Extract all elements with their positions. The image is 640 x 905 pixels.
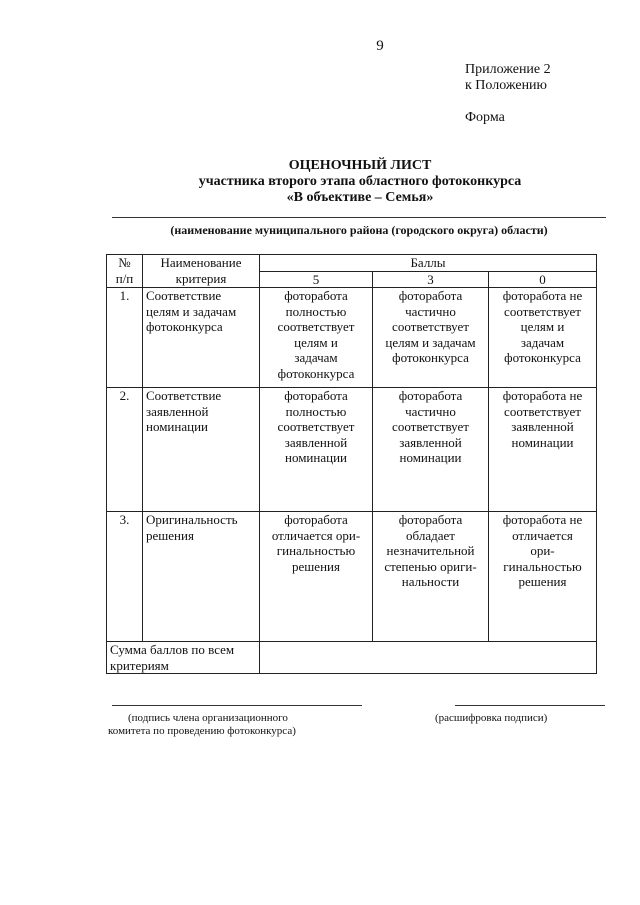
score-3-cell <box>373 388 489 512</box>
header-points: Баллы <box>260 255 597 272</box>
criterion-text: Оригинальность <box>146 512 238 527</box>
decoding-caption: (расшифровка подписи) <box>435 712 548 724</box>
cell-text: соответствует <box>392 419 469 434</box>
row-num: 3. <box>107 512 143 642</box>
header-num-line-2: п/п <box>115 270 134 286</box>
title-line-1: ОЦЕНОЧНЫЙ ЛИСТ <box>288 158 432 173</box>
row-num: 2. <box>107 388 143 512</box>
cell-text: задачам <box>520 334 565 350</box>
header-num-line-1: № <box>118 255 131 270</box>
cell-text: фоторабота <box>398 288 463 303</box>
score-0-cell <box>489 288 597 388</box>
header-criterion-line-1: Наименование <box>160 255 242 270</box>
table-row <box>107 388 597 512</box>
cell-text: фотоконкурса <box>504 350 581 365</box>
cell-text: фоторабота <box>398 512 463 527</box>
cell-text: соответствует <box>504 303 581 319</box>
document-title <box>0 158 640 206</box>
title-line-2: участника второго этапа областного фотоконкурса <box>198 174 522 189</box>
cell-text: заявленной <box>511 419 574 434</box>
cell-text: номинации <box>285 450 347 465</box>
cell-text: заявленной <box>399 434 462 450</box>
score-5-cell <box>260 512 373 642</box>
cell-text: гинальностью <box>276 543 356 558</box>
criterion-text: Соответствие <box>146 288 222 303</box>
cell-text: фоторабота не <box>502 512 583 527</box>
header-num <box>107 255 143 288</box>
cell-text: отличается ори- <box>271 527 361 543</box>
header-criterion <box>143 255 260 288</box>
total-label-line-1: Сумма баллов по всем <box>110 642 235 657</box>
cell-text: незначительной <box>386 543 475 558</box>
criterion-text: фотоконкурса <box>146 319 223 334</box>
cell-text: фоторабота <box>284 288 348 303</box>
cell-text: степенью ориги- <box>384 558 477 574</box>
score-3-cell <box>373 288 489 388</box>
cell-text: фотоконкурса <box>277 365 355 381</box>
appendix-line-2: к Положению <box>465 78 548 93</box>
cell-text: фоторабота <box>398 388 463 403</box>
member-caption-line-2: комитета по проведению фотоконкурса) <box>108 725 296 737</box>
cell-text: соответствует <box>277 419 355 434</box>
cell-text: соответствует <box>277 319 355 334</box>
row-num: 1. <box>107 288 143 388</box>
score-3-cell <box>373 512 489 642</box>
appendix-note <box>465 62 551 94</box>
cell-text: фотоконкурса <box>392 350 469 365</box>
score-5-cell <box>260 388 373 512</box>
header-criterion-line-2: критерия <box>175 270 227 286</box>
signature-decoding-line <box>455 705 605 706</box>
criterion-name <box>143 388 260 512</box>
cell-text: фоторабота не <box>502 288 583 303</box>
cell-text: фоторабота не <box>502 388 583 403</box>
cell-text: ори- <box>530 543 555 558</box>
cell-text: целям и <box>294 334 338 350</box>
criterion-text: заявленной <box>146 403 209 419</box>
criterion-text: целям и задачам <box>146 303 237 319</box>
cell-text: частично <box>405 403 456 419</box>
cell-text: соответствует <box>392 319 469 334</box>
cell-text: фоторабота <box>284 388 348 403</box>
total-label-line-2: критериям <box>110 657 169 673</box>
table-row <box>107 288 597 388</box>
cell-text: обладает <box>406 527 455 543</box>
total-value-cell <box>260 642 597 674</box>
total-label <box>107 642 260 674</box>
page-number: 9 <box>376 38 384 54</box>
cell-text: полностью <box>285 303 347 319</box>
cell-text: фоторабота <box>284 512 348 527</box>
cell-text: целям и <box>520 319 565 334</box>
district-fill-line <box>112 217 606 218</box>
criterion-text: номинации <box>146 419 208 434</box>
district-caption: (наименование муниципального района (городского округа) области) <box>170 223 548 237</box>
cell-text: соответствует <box>504 403 581 419</box>
cell-text: решения <box>292 558 340 574</box>
table-row <box>107 512 597 642</box>
cell-text: отличается <box>512 527 573 543</box>
cell-text: гинальностью <box>503 558 582 574</box>
cell-text: целям и задачам <box>385 334 476 350</box>
total-row <box>107 642 597 674</box>
criterion-text: решения <box>146 527 194 543</box>
cell-text: номинации <box>511 434 574 450</box>
criterion-text: Соответствие <box>146 388 222 403</box>
cell-text: задачам <box>294 350 338 365</box>
cell-text: заявленной <box>284 434 348 450</box>
criterion-name <box>143 512 260 642</box>
header-score-5: 5 <box>260 271 373 288</box>
cell-text: нальности <box>401 574 460 589</box>
cell-text: решения <box>518 574 567 589</box>
cell-text: полностью <box>285 403 347 419</box>
criterion-name <box>143 288 260 388</box>
member-signature-line <box>112 705 362 706</box>
cell-text: частично <box>405 303 456 319</box>
score-0-cell <box>489 512 597 642</box>
form-label: Форма <box>465 110 505 125</box>
title-line-3: «В объективе – Семья» <box>286 190 434 205</box>
score-5-cell <box>260 288 373 388</box>
header-score-0: 0 <box>489 271 597 288</box>
cell-text: номинации <box>399 450 462 465</box>
evaluation-table <box>106 254 597 674</box>
header-row-1 <box>107 255 597 272</box>
appendix-line-1: Приложение 2 <box>465 62 551 77</box>
header-score-3: 3 <box>373 271 489 288</box>
score-0-cell <box>489 388 597 512</box>
member-caption-line-1: (подпись члена организационного <box>128 712 288 724</box>
member-signature-caption <box>108 712 378 738</box>
